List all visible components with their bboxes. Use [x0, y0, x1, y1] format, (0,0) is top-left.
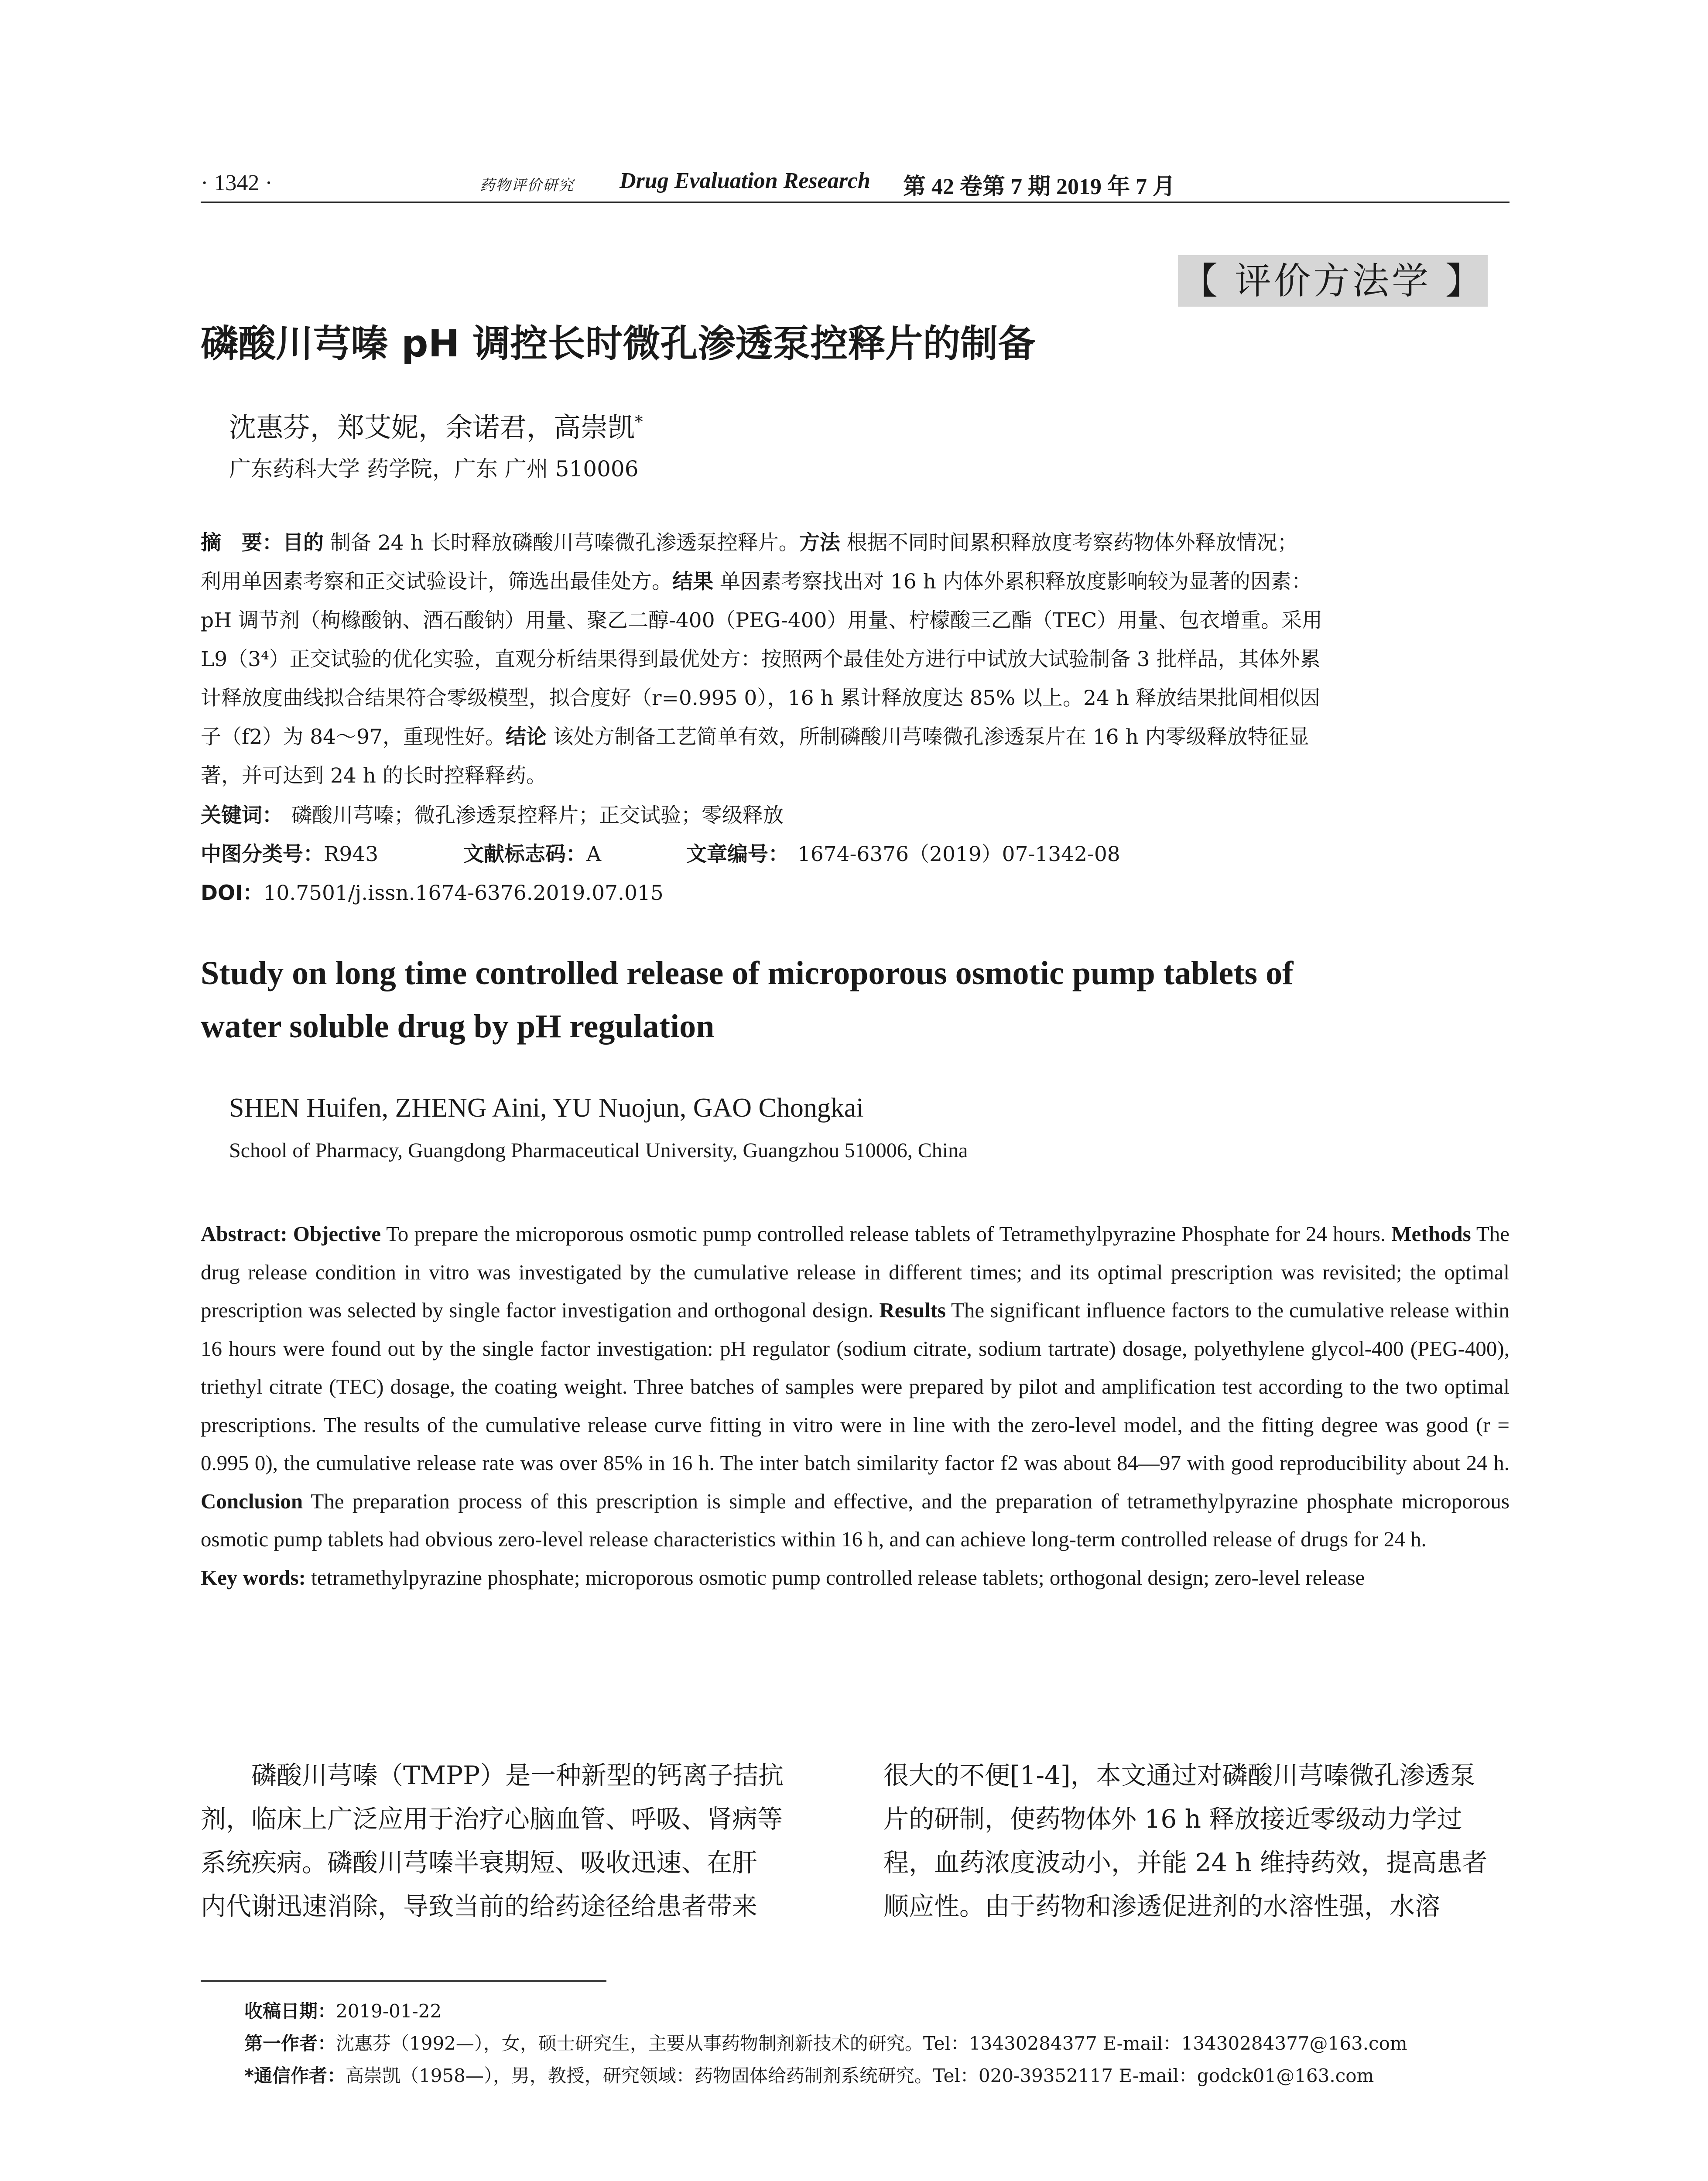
body-line: 顺应性。由于药物和渗透促进剂的水溶性强，水溶: [883, 1891, 1441, 1921]
doi-value: 10.7501/j.issn.1674-6376.2019.07.015: [263, 881, 664, 905]
clc-value: R943: [324, 842, 379, 866]
body-line: 片的研制，使药物体外 16 h 释放接近零级动力学过: [883, 1804, 1462, 1834]
en-keywords-label: Key words:: [201, 1565, 306, 1590]
article-no-value: 1674-6376（2019）07-1342-08: [797, 842, 1120, 866]
en-results-label: Results: [879, 1298, 946, 1322]
cn-abstract-line: pH 调节剂（枸橼酸钠、酒石酸钠）用量、聚乙二醇-400（PEG-400）用量、柠檬酸三乙酯（TEC）用量、包衣增重。采用: [201, 608, 1323, 632]
journal-issue: 第 42 卷第 7 期 2019 年 7 月: [903, 174, 1176, 199]
cn-abstract-line: [201, 562, 1509, 601]
footnote-corresponding: [244, 2061, 1374, 2088]
body-line: 剂，临床上广泛应用于治疗心脑血管、呼吸、肾病等: [201, 1804, 783, 1834]
en-methods-label: Methods: [1391, 1222, 1471, 1246]
cn-objective-label: 目的: [283, 531, 324, 555]
cn-author-names: 沈惠芬，郑艾妮，余诺君，高崇凯: [229, 411, 635, 443]
en-conclusion-label: Conclusion: [201, 1489, 303, 1513]
page-number: · 1342 ·: [201, 171, 273, 195]
footnote-first-author: [244, 2029, 1407, 2055]
body-line: 很大的不便[1-4]，本文通过对磷酸川芎嗪微孔渗透泵: [883, 1761, 1475, 1790]
corresponding-label: *通信作者：: [244, 2065, 346, 2086]
en-title: [201, 947, 1509, 1053]
cn-title: 磷酸川芎嗪 pH 调控长时微孔渗透泵控释片的制备: [201, 322, 1036, 366]
cn-methods-label: 方法: [799, 531, 840, 555]
footnote-rule: [201, 1980, 606, 1982]
en-abstract: [201, 1215, 1509, 1596]
body-line: 程，血药浓度波动小，并能 24 h 维持药效，提高患者: [883, 1848, 1488, 1877]
body-line: 系统疾病。磷酸川芎嗪半衰期短、吸收迅速、在肝: [201, 1848, 758, 1877]
received-label: 收稿日期：: [244, 2000, 336, 2022]
clc-label: 中图分类号：: [201, 842, 324, 866]
en-authors: SHEN Huifen, ZHENG Aini, YU Nuojun, GAO Chongkai: [229, 1093, 864, 1123]
cn-abstract-line: 计释放度曲线拟合结果符合零级模型，拟合度好（r=0.995 0），16 h 累计释放度达 85% 以上。24 h 释放结果批间相似因: [201, 686, 1320, 710]
cn-abstract-text: 利用单因素考察和正交试验设计，筛选出最佳处方。: [201, 570, 672, 594]
en-title-line: Study on long time controlled release of microporous osmotic pump tablets of: [201, 955, 1294, 991]
section-tag: 【 评价方法学 】: [1178, 255, 1488, 307]
journal-name: Drug Evaluation Research: [620, 168, 870, 193]
journal-logo: 药物评价研究: [480, 178, 574, 194]
en-keywords-text: tetramethylpyrazine phosphate; microporous osmotic pump controlled release tablets; orthogonal design; zero-level release: [305, 1565, 1365, 1590]
cn-abstract-text: 子（f2）为 84～97，重现性好。: [201, 725, 506, 749]
corresponding-mark: *: [635, 412, 643, 431]
article-no-label: 文章编号：: [686, 842, 789, 866]
doc-code-label: 文献标志码：: [463, 842, 587, 866]
cn-abstract-text: 根据不同时间累积释放度考察药物体外释放情况；: [840, 531, 1298, 555]
cn-results-label: 结果: [672, 570, 713, 594]
cn-abstract-text: 制备 24 h 长时释放磷酸川芎嗪微孔渗透泵控释片。: [324, 531, 799, 555]
cn-abstract-text: 单因素考察找出对 16 h 内体外累积释放度影响较为显著的因素：: [713, 570, 1312, 594]
en-objective-text: To prepare the microporous osmotic pump controlled release tablets of Tetramethylpyrazine Phosphate for 24 hours.: [381, 1222, 1386, 1246]
cn-abstract-line: 著，并可达到 24 h 的长时控释释药。: [201, 764, 547, 788]
cn-abstract-line: [201, 523, 1509, 562]
body-line: 磷酸川芎嗪（TMPP）是一种新型的钙离子拮抗: [201, 1761, 784, 1790]
cn-keywords-text: 磷酸川芎嗪；微孔渗透泵控释片；正交试验；零级释放: [291, 803, 784, 827]
cn-classification: [201, 838, 1120, 867]
en-objective-label: Objective: [293, 1222, 381, 1246]
en-title-line: water soluble drug by pH regulation: [201, 1008, 715, 1045]
cn-abstract-line: [201, 718, 1509, 756]
doi-label: DOI：: [201, 881, 264, 905]
en-methods-text: The drug release condition in vitro was investigated by the cumulative release in different times; and its optimal prescription was revisited; the optimal prescription was selected by single factor investigation and orthogonal design.: [201, 1222, 1510, 1322]
cn-doi: [201, 877, 664, 906]
cn-abstract-label: 摘 要：: [201, 531, 283, 555]
cn-keywords-label: 关键词：: [201, 803, 283, 827]
body-right-column: [883, 1754, 1509, 1928]
received-date: 2019-01-22: [336, 2000, 442, 2022]
cn-abstract-line: L9（3⁴）正交试验的优化实验，直观分析结果得到最优处方：按照两个最佳处方进行中试放大试验制备 3 批样品，其体外累: [201, 647, 1321, 671]
cn-abstract-text: 该处方制备工艺简单有效，所制磷酸川芎嗪微孔渗透泵片在 16 h 内零级释放特征显: [546, 725, 1309, 749]
corresponding-text: 高崇凯（1958—），男，教授，研究领域：药物固体给药制剂系统研究。Tel：020-39352117 E-mail：godck01@163.com: [345, 2065, 1374, 2086]
body-line: 内代谢迅速消除，导致当前的给药途径给患者带来: [201, 1891, 758, 1921]
doc-code-value: A: [586, 842, 602, 866]
en-abstract-label: Abstract:: [201, 1222, 288, 1246]
en-affiliation: School of Pharmacy, Guangdong Pharmaceutical University, Guangzhou 510006, China: [229, 1139, 968, 1162]
header-rule: [201, 202, 1509, 203]
first-author-text: 沈惠芬（1992—），女，硕士研究生，主要从事药物制剂新技术的研究。Tel：13430284377 E-mail：13430284377@163.com: [336, 2033, 1407, 2054]
cn-keywords: [201, 799, 784, 828]
first-author-label: 第一作者：: [244, 2033, 336, 2054]
cn-authors: [229, 406, 643, 444]
footnote-received: [244, 1997, 442, 2023]
en-conclusion-text: The preparation process of this prescription is simple and effective, and the preparation of tetramethylpyrazine phosphate microporous osmotic pump tablets had obvious zero-level release characteristics within 16 h, and can achieve long-term controlled release of drugs for 24 h.: [201, 1489, 1509, 1551]
body-left-column: [201, 1754, 827, 1928]
running-header: [201, 168, 1509, 203]
cn-affiliation: 广东药科大学 药学院，广东 广州 510006: [229, 456, 639, 482]
en-results-text: The significant influence factors to the cumulative release within 16 hours were found out by the single factor investigation: pH regulator (sodium citrate, sodium tartrate) dosage, polyethylene glycol-400 (PEG-400), triethyl citrate (TEC) dosage, the coating weight. Three batches of samples were prepared by pilot and amplification test according to the two optimal prescriptions. The results of the cumulative release curve fitting in vitro were in line with the zero-level model, and the fitting degree was good (r = 0.995 0), the cumulative release rate was over 85% in 16 h. The inter batch similarity factor f2 was about 84—97 with good reproducibility about 24 h.: [201, 1298, 1510, 1475]
cn-abstract: [201, 523, 1509, 795]
cn-conclusion-label: 结论: [505, 725, 547, 749]
